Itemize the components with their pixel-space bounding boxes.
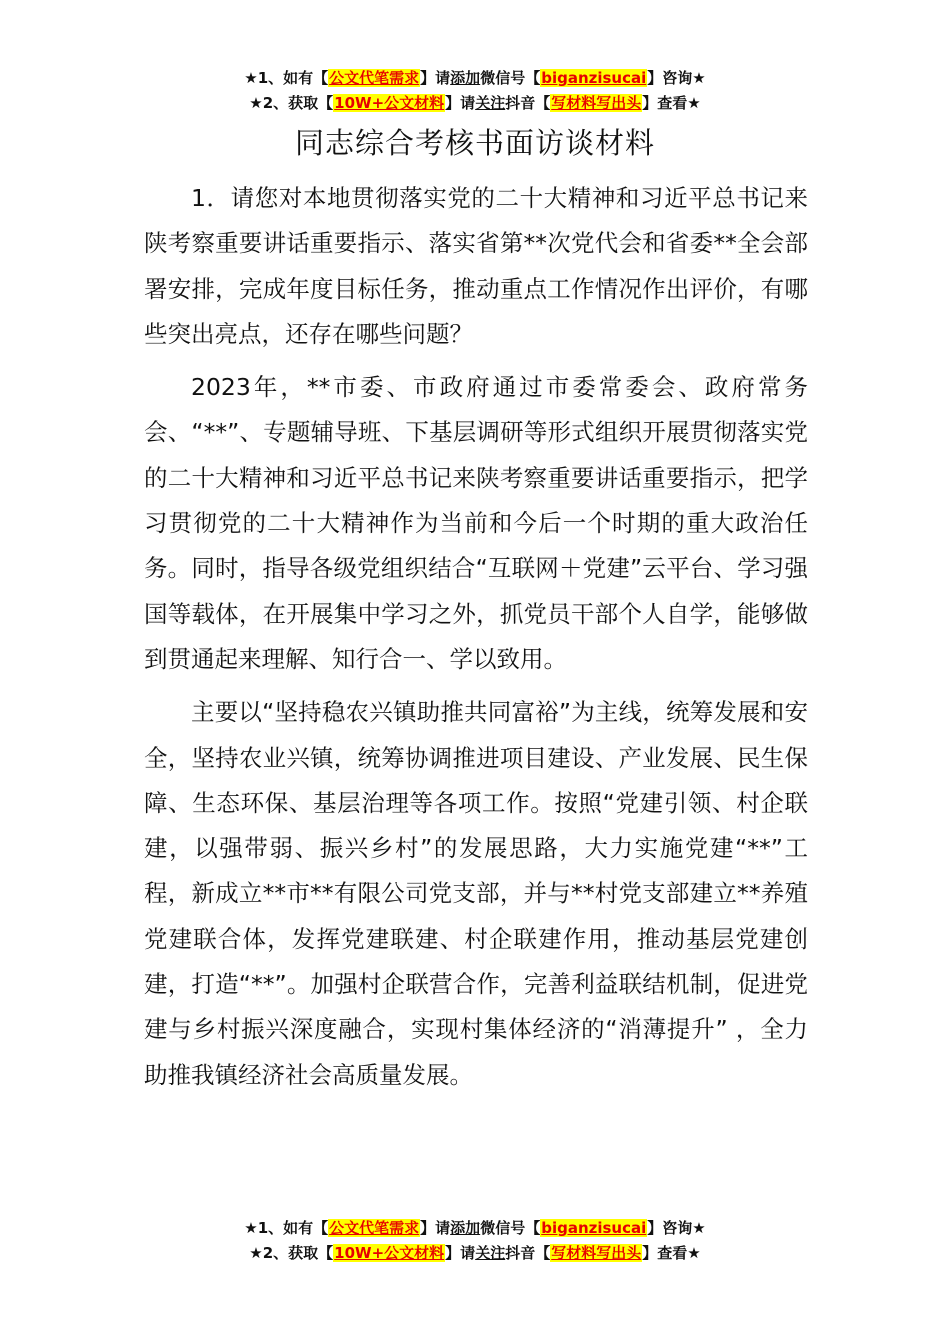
body-paragraph: 主要以“坚持稳农兴镇助推共同富裕”为主线，统筹发展和安全，坚持农业兴镇，统筹协调推进项目建设、产业发展、民生保障、生态环保、基层治理等各项工作。按照“党建引领、村企联建，以强带弱、振兴乡村”的发展思路，大力实施党建“**”工程，新成立**市**有限公司党支部，并与**村党支部建立**养殖党建联合体，发挥党建联建、村企联建作用，推动基层党建创建，打造“**”。加强村企联营合作，完善利益联结机制，促进党建与乡村振兴深度融合，实现村集体经济的“消薄提升” ，全力助推我镇经济社会高质量发展。 [144,698,808,1089]
banner-line-1 [0,66,950,91]
highlight-text: 10W+公文材料 [334,94,445,112]
douyin-highlight: 写材料写出头 [551,1244,642,1262]
star-icon: ★ [692,1219,706,1237]
star-icon: ★ [244,69,258,87]
banner-text: 微信号【 [480,1219,541,1237]
banner-text: 】查看 [642,1244,688,1262]
question-paragraph: 1．请您对本地贯彻落实党的二十大精神和习近平总书记来陕考察重要讲话重要指示、落实省第**次党代会和省委**全会部署安排，完成年度目标任务，推动重点工作情况作出评价，有哪些突出亮点，还存在哪些问题？ [144,184,808,348]
banner-text: 2、获取【 [262,94,334,112]
banner-line-2 [0,1241,950,1266]
banner-text: 抖音【 [505,1244,551,1262]
emphasis-text: 关注 [475,1244,506,1262]
header-banner [0,66,950,116]
banner-text: 】请 [445,1244,476,1262]
emphasis-text: 添加 [450,69,481,87]
banner-text: 微信号【 [480,69,541,87]
star-icon: ★ [249,1244,263,1262]
highlight-text: 公文代笔需求 [329,69,420,87]
banner-text: 1、如有【 [257,69,329,87]
banner-text: 】请 [420,1219,451,1237]
body-paragraph: 2023年，**市委、市政府通过市委常委会、政府常务会、“**”、专题辅导班、下基层调研等形式组织开展贯彻落实党的二十大精神和习近平总书记来陕考察重要讲话重要指示，把学习贯彻党的二十大精神作为当前和今后一个时期的重大政治任务。同时，指导各级党组织结合“互联网＋党建”云平台、学习强国等载体，在开展集中学习之外，抓党员干部个人自学，能够做到贯通起来理解、知行合一、学以致用。 [144,373,808,673]
banner-text: 抖音【 [505,94,551,112]
banner-line-2 [0,91,950,116]
star-icon: ★ [249,94,263,112]
star-icon: ★ [687,1244,701,1262]
banner-text: 】查看 [642,94,688,112]
star-icon: ★ [244,1219,258,1237]
highlight-text: 公文代笔需求 [329,1219,420,1237]
banner-text: 2、获取【 [262,1244,334,1262]
banner-line-1 [0,1216,950,1241]
document-title: 同志综合考核书面访谈材料 [294,126,655,160]
star-icon: ★ [692,69,706,87]
wechat-id-highlight: biganzisucai [541,1219,647,1237]
wechat-id-highlight: biganzisucai [541,69,647,87]
emphasis-text: 添加 [450,1219,481,1237]
banner-text: 】请 [420,69,451,87]
emphasis-text: 关注 [475,94,506,112]
banner-text: 】咨询 [647,69,693,87]
banner-text: 1、如有【 [257,1219,329,1237]
banner-text: 】请 [445,94,476,112]
highlight-text: 10W+公文材料 [334,1244,445,1262]
banner-text: 】咨询 [647,1219,693,1237]
star-icon: ★ [687,94,701,112]
footer-banner [0,1216,950,1266]
douyin-highlight: 写材料写出头 [551,94,642,112]
document-body [144,176,808,1106]
